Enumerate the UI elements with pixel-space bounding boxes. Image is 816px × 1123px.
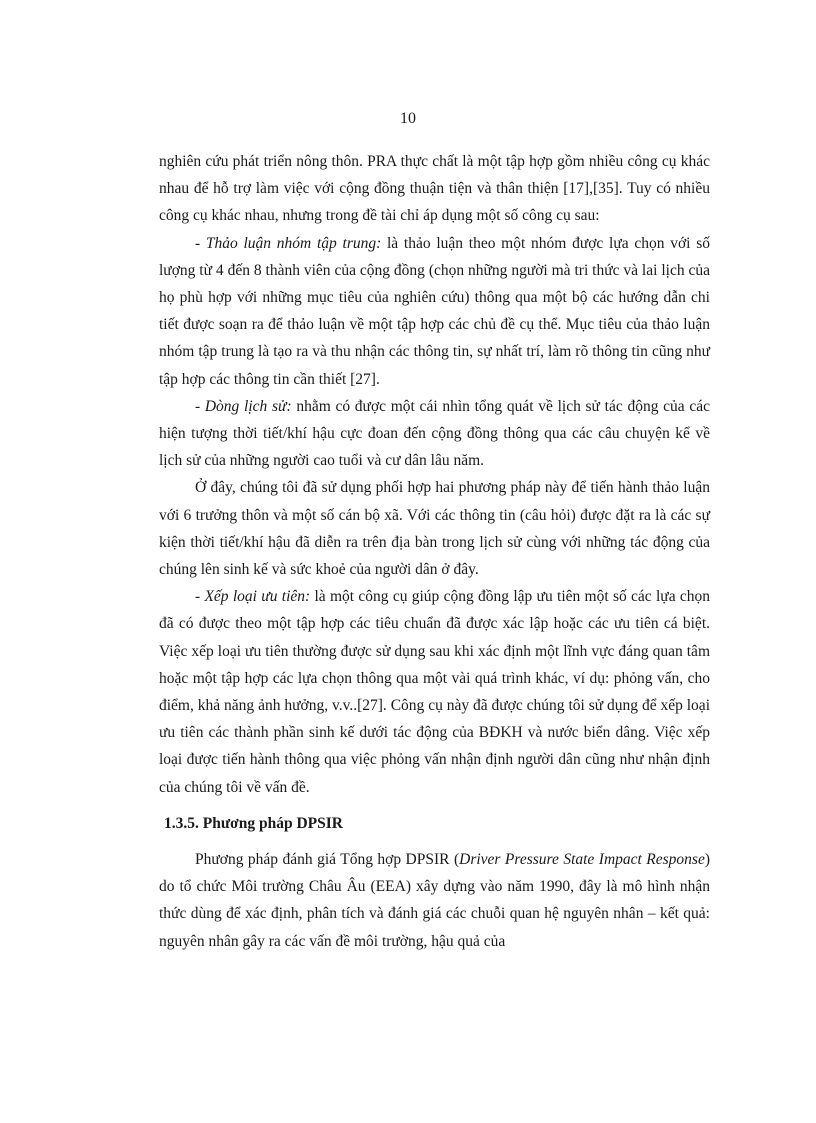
text-history-line: nhằm có được một cái nhìn tổng quát về lịch sử tác động của các hiện tượng thời tiết/khí hậu cực đoan đến cộng đồng thông qua các câu chuyện kể về lịch sử của những người cao tuổi và cư dân lâu năm.: [159, 397, 710, 470]
page-number: 10: [400, 110, 416, 127]
term-focus-group: - Thảo luận nhóm tập trung:: [195, 234, 382, 252]
text-focus-group: là thảo luận theo một nhóm được lựa chọn với số lượng từ 4 đến 8 thành viên của cộng đồng (chọn những người mà tri thức và lai lịch của họ phù hợp với những mục tiêu của nghiên cứu) thông qua một bộ các hướng dẫn chi tiết được soạn ra để thảo luận về một tập hợp các chủ đề cụ thể. Mục tiêu của thảo luận nhóm tập trung là tạo ra và thu nhận các thông tin, sự nhất trí, làm rõ thông tin cũng như tập hợp các thông tin cần thiết [27].: [159, 234, 710, 388]
paragraph-pra-intro: nghiên cứu phát triển nông thôn. PRA thực chất là một tập hợp gồm nhiều công cụ khác nhau để hỗ trợ làm việc với cộng đồng thuận tiện và thân thiện [17],[35]. Tuy có nhiều công cụ khác nhau, nhưng trong đề tài chỉ áp dụng một số công cụ sau:: [159, 153, 710, 225]
text-dpsir-b: ) do tổ chức Môi trường Châu Âu (EEA) xây dựng vào năm 1990, đây là mô hình nhận thức dùng để xác định, phân tích và đánh giá các chuỗi quan hệ nguyên nhân – kết quả: nguyên nhân gây ra các vấn đề môi trường, hậu quả của: [159, 851, 710, 950]
term-priority-ranking: - Xếp loại ưu tiên:: [195, 588, 311, 606]
text-dpsir-a: Phương pháp đánh giá Tổng hợp DPSIR (: [195, 851, 460, 869]
paragraph-dpsir: [159, 846, 710, 955]
paragraph-combined-method: Ở đây, chúng tôi đã sử dụng phối hợp hai phương pháp này để tiến hành thảo luận với 6 trưởng thôn và một số cán bộ xã. Với các thông tin (câu hỏi) được đặt ra là các sự kiện thời tiết/khí hậu đã diễn ra trên địa bàn trong lịch sử cùng với những tác động của chúng lên sinh kế và sức khoẻ của người dân ở đây.: [159, 479, 710, 579]
text-priority-ranking: là một công cụ giúp cộng đồng lập ưu tiên một số các lựa chọn đã có được theo một tập hợp các tiêu chuẩn đã được xác lập hoặc các ưu tiên cá biệt. Việc xếp loại ưu tiên thường được sử dụng sau khi xác định một lĩnh vực đáng quan tâm hoặc một tập hợp các lựa chọn thông qua một vài quá trình khác, ví dụ: phỏng vấn, cho điểm, khả năng ảnh hưởng, v.v..[27]. Công cụ này đã được chúng tôi sử dụng để xếp loại ưu tiên các thành phần sinh kế dưới tác động của BĐKH và nước biển dâng. Việc xếp loại được tiến hành thông qua việc phỏng vấn nhận định người dân cũng như nhận định của chúng tôi về vấn đề.: [159, 588, 711, 796]
term-dpsir: Driver Pressure State Impact Response: [459, 851, 705, 869]
paragraph-history-line: [159, 393, 710, 475]
paragraph-focus-group: [159, 230, 710, 393]
document-body: [159, 148, 710, 955]
section-heading-dpsir: 1.3.5. Phương pháp DPSIR: [164, 814, 343, 832]
paragraph-priority-ranking: [159, 583, 710, 801]
term-history-line: - Dòng lịch sử:: [195, 397, 292, 415]
